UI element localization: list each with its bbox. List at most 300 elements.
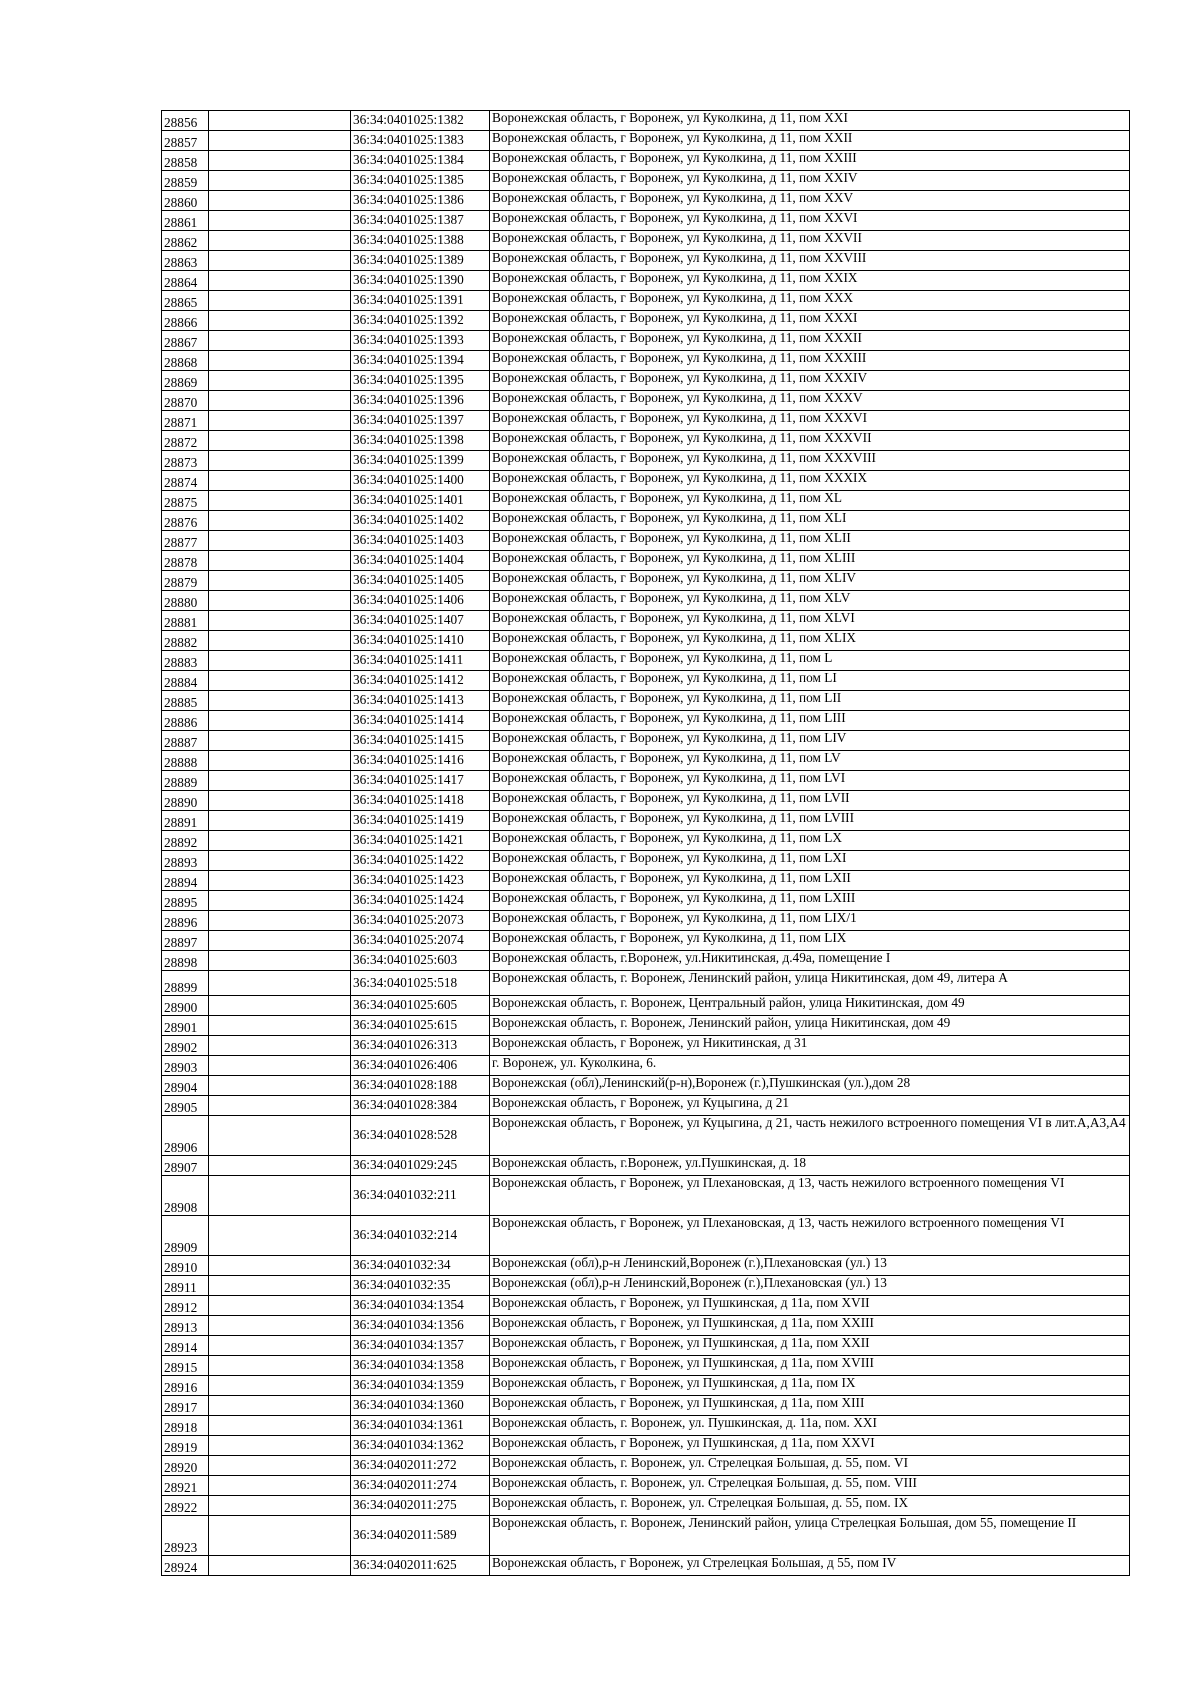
address-cell: Воронежская область, г. Воронеж, ул. Стрелецкая Большая, д. 55, пом. VIII [490,1476,1130,1496]
property-registry-table [161,110,1130,1576]
cadastral-number-cell: 36:34:0401025:1396 [351,391,490,411]
row-number-cell: 28872 [162,431,209,451]
address-cell: Воронежская область, г Воронеж, ул Пушкинская, д 11а, пом XIII [490,1396,1130,1416]
table-row [162,391,1130,411]
empty-cell [209,891,351,911]
address-cell: Воронежская область, г Воронеж, ул Куколкина, д 11, пом LXII [490,871,1130,891]
row-number-cell: 28901 [162,1016,209,1036]
cadastral-number-cell: 36:34:0401025:1412 [351,671,490,691]
row-number-cell: 28924 [162,1556,209,1576]
cadastral-number-cell: 36:34:0401025:1392 [351,311,490,331]
table-row [162,151,1130,171]
row-number-cell: 28879 [162,571,209,591]
empty-cell [209,431,351,451]
table-row [162,851,1130,871]
table-row [162,1356,1130,1376]
table-row [162,491,1130,511]
table-row [162,1476,1130,1496]
table-row [162,891,1130,911]
cadastral-number-cell: 36:34:0401028:188 [351,1076,490,1096]
empty-cell [209,711,351,731]
empty-cell [209,1416,351,1436]
address-cell: Воронежская область, г Воронеж, ул Куколкина, д 11, пом LXIII [490,891,1130,911]
empty-cell [209,1156,351,1176]
table-row [162,471,1130,491]
table-row [162,1556,1130,1576]
table-row [162,951,1130,971]
row-number-cell: 28885 [162,691,209,711]
cadastral-number-cell: 36:34:0401025:1407 [351,611,490,631]
cadastral-number-cell: 36:34:0401025:1400 [351,471,490,491]
address-cell: Воронежская область, г Воронеж, ул Пушкинская, д 11а, пом XVII [490,1296,1130,1316]
cadastral-number-cell: 36:34:0401025:1399 [351,451,490,471]
address-cell: Воронежская область, г Воронеж, ул Пушкинская, д 11а, пом XVIII [490,1356,1130,1376]
row-number-cell: 28915 [162,1356,209,1376]
address-cell: Воронежская область, г. Воронеж, Центральный район, улица Никитинская, дом 49 [490,996,1130,1016]
cadastral-number-cell: 36:34:0401025:603 [351,951,490,971]
row-number-cell: 28857 [162,131,209,151]
empty-cell [209,1096,351,1116]
row-number-cell: 28884 [162,671,209,691]
empty-cell [209,1376,351,1396]
empty-cell [209,1076,351,1096]
empty-cell [209,951,351,971]
row-number-cell: 28871 [162,411,209,431]
empty-cell [209,851,351,871]
table-row [162,571,1130,591]
empty-cell [209,671,351,691]
row-number-cell: 28869 [162,371,209,391]
address-cell: Воронежская область, г. Воронеж, Ленинский район, улица Никитинская, дом 49 [490,1016,1130,1036]
address-cell: Воронежская область, г Воронеж, ул Куцыгина, д 21 [490,1096,1130,1116]
table-row [162,751,1130,771]
table-row [162,1376,1130,1396]
table-row [162,191,1130,211]
empty-cell [209,771,351,791]
address-cell: Воронежская область, г.Воронеж, ул.Никитинская, д.49а, помещение I [490,951,1130,971]
cadastral-number-cell: 36:34:0401025:1416 [351,751,490,771]
row-number-cell: 28902 [162,1036,209,1056]
table-row [162,711,1130,731]
row-number-cell: 28861 [162,211,209,231]
address-cell: Воронежская область, г Воронеж, ул Плехановская, д 13, часть нежилого встроенного помещения VI [490,1176,1130,1216]
table-row [162,1056,1130,1076]
table-row [162,611,1130,631]
cadastral-number-cell: 36:34:0401025:1411 [351,651,490,671]
cadastral-number-cell: 36:34:0401025:1402 [351,511,490,531]
cadastral-number-cell: 36:34:0401025:1415 [351,731,490,751]
empty-cell [209,1036,351,1056]
table-row [162,331,1130,351]
row-number-cell: 28906 [162,1116,209,1156]
empty-cell [209,791,351,811]
address-cell: Воронежская область, г. Воронеж, ул. Стрелецкая Большая, д. 55, пом. IX [490,1496,1130,1516]
address-cell: Воронежская область, г Воронеж, ул Пушкинская, д 11а, пом XXII [490,1336,1130,1356]
cadastral-number-cell: 36:34:0401025:1404 [351,551,490,571]
row-number-cell: 28891 [162,811,209,831]
address-cell: Воронежская область, г Воронеж, ул Стрелецкая Большая, д 55, пом IV [490,1556,1130,1576]
address-cell: Воронежская область, г Воронеж, ул Пушкинская, д 11а, пом XXVI [490,1436,1130,1456]
table-row [162,1156,1130,1176]
empty-cell [209,271,351,291]
cadastral-number-cell: 36:34:0401025:1424 [351,891,490,911]
address-cell: Воронежская область, г. Воронеж, Ленинский район, улица Стрелецкая Большая, дом 55, помещение II [490,1516,1130,1556]
row-number-cell: 28887 [162,731,209,751]
row-number-cell: 28877 [162,531,209,551]
cadastral-number-cell: 36:34:0401025:518 [351,971,490,996]
address-cell: Воронежская область, г Воронеж, ул Куколкина, д 11, пом XXXVI [490,411,1130,431]
row-number-cell: 28896 [162,911,209,931]
row-number-cell: 28883 [162,651,209,671]
table-row [162,1496,1130,1516]
cadastral-number-cell: 36:34:0401025:1417 [351,771,490,791]
cadastral-number-cell: 36:34:0401025:2073 [351,911,490,931]
table-row [162,1116,1130,1156]
table-row [162,451,1130,471]
cadastral-number-cell: 36:34:0401025:1382 [351,111,490,131]
cadastral-number-cell: 36:34:0401025:1393 [351,331,490,351]
empty-cell [209,191,351,211]
table-row [162,911,1130,931]
empty-cell [209,1176,351,1216]
row-number-cell: 28917 [162,1396,209,1416]
cadastral-number-cell: 36:34:0401025:1384 [351,151,490,171]
row-number-cell: 28894 [162,871,209,891]
address-cell: Воронежская область, г Воронеж, ул Куколкина, д 11, пом XXVII [490,231,1130,251]
cadastral-number-cell: 36:34:0401025:1389 [351,251,490,271]
empty-cell [209,251,351,271]
table-row [162,511,1130,531]
cadastral-number-cell: 36:34:0401025:1418 [351,791,490,811]
cadastral-number-cell: 36:34:0401032:214 [351,1216,490,1256]
row-number-cell: 28862 [162,231,209,251]
row-number-cell: 28874 [162,471,209,491]
address-cell: Воронежская область, г Воронеж, ул Куколкина, д 11, пом XXII [490,131,1130,151]
address-cell: Воронежская (обл),р-н Ленинский,Воронеж (г.),Плехановская (ул.) 13 [490,1276,1130,1296]
empty-cell [209,751,351,771]
row-number-cell: 28900 [162,996,209,1016]
address-cell: Воронежская область, г Воронеж, ул Куколкина, д 11, пом XXV [490,191,1130,211]
empty-cell [209,1556,351,1576]
cadastral-number-cell: 36:34:0401034:1358 [351,1356,490,1376]
row-number-cell: 28859 [162,171,209,191]
address-cell: Воронежская (обл),р-н Ленинский,Воронеж (г.),Плехановская (ул.) 13 [490,1256,1130,1276]
address-cell: Воронежская область, г Воронеж, ул Куколкина, д 11, пом XXIII [490,151,1130,171]
row-number-cell: 28895 [162,891,209,911]
table-row [162,411,1130,431]
row-number-cell: 28890 [162,791,209,811]
table-row [162,531,1130,551]
row-number-cell: 28922 [162,1496,209,1516]
row-number-cell: 28923 [162,1516,209,1556]
cadastral-number-cell: 36:34:0401025:1395 [351,371,490,391]
cadastral-number-cell: 36:34:0401025:1388 [351,231,490,251]
empty-cell [209,211,351,231]
cadastral-number-cell: 36:34:0401025:1406 [351,591,490,611]
address-cell: Воронежская область, г Воронеж, ул Куколкина, д 11, пом XLIII [490,551,1130,571]
empty-cell [209,1116,351,1156]
cadastral-number-cell: 36:34:0401025:1387 [351,211,490,231]
cadastral-number-cell: 36:34:0401029:245 [351,1156,490,1176]
cadastral-number-cell: 36:34:0401032:211 [351,1176,490,1216]
row-number-cell: 28886 [162,711,209,731]
table-row [162,1436,1130,1456]
table-row [162,431,1130,451]
empty-cell [209,331,351,351]
row-number-cell: 28892 [162,831,209,851]
empty-cell [209,371,351,391]
table-row [162,971,1130,996]
row-number-cell: 28889 [162,771,209,791]
table-row [162,371,1130,391]
empty-cell [209,1216,351,1256]
empty-cell [209,1256,351,1276]
empty-cell [209,831,351,851]
empty-cell [209,111,351,131]
address-cell: Воронежская область, г Воронеж, ул Куколкина, д 11, пом XXXVIII [490,451,1130,471]
table-row [162,1096,1130,1116]
address-cell: Воронежская область, г Воронеж, ул Куколкина, д 11, пом XXIX [490,271,1130,291]
empty-cell [209,1476,351,1496]
table-row [162,131,1130,151]
table-row [162,771,1130,791]
table-row [162,831,1130,851]
cadastral-number-cell: 36:34:0402011:625 [351,1556,490,1576]
row-number-cell: 28881 [162,611,209,631]
row-number-cell: 28908 [162,1176,209,1216]
empty-cell [209,1316,351,1336]
table-row [162,651,1130,671]
table-row [162,691,1130,711]
address-cell: Воронежская область, г Воронеж, ул Куколкина, д 11, пом LIX [490,931,1130,951]
address-cell: Воронежская область, г Воронеж, ул Пушкинская, д 11а, пом IX [490,1376,1130,1396]
empty-cell [209,531,351,551]
table-row [162,1176,1130,1216]
empty-cell [209,871,351,891]
row-number-cell: 28904 [162,1076,209,1096]
cadastral-number-cell: 36:34:0402011:272 [351,1456,490,1476]
row-number-cell: 28863 [162,251,209,271]
row-number-cell: 28899 [162,971,209,996]
cadastral-number-cell: 36:34:0401025:1397 [351,411,490,431]
cadastral-number-cell: 36:34:0401025:1414 [351,711,490,731]
cadastral-number-cell: 36:34:0401028:384 [351,1096,490,1116]
empty-cell [209,171,351,191]
empty-cell [209,731,351,751]
table-row [162,1276,1130,1296]
table-row [162,311,1130,331]
table-row [162,1076,1130,1096]
cadastral-number-cell: 36:34:0401025:1386 [351,191,490,211]
empty-cell [209,631,351,651]
address-cell: Воронежская область, г Воронеж, ул Куколкина, д 11, пом LII [490,691,1130,711]
cadastral-number-cell: 36:34:0401025:1405 [351,571,490,591]
address-cell: Воронежская область, г Воронеж, ул Куколкина, д 11, пом XLV [490,591,1130,611]
row-number-cell: 28875 [162,491,209,511]
address-cell: Воронежская область, г Воронеж, ул Куцыгина, д 21, часть нежилого встроенного помещения VI в лит.А,А3,А4 [490,1116,1130,1156]
row-number-cell: 28870 [162,391,209,411]
row-number-cell: 28909 [162,1216,209,1256]
row-number-cell: 28882 [162,631,209,651]
table-row [162,231,1130,251]
table-row [162,551,1130,571]
row-number-cell: 28880 [162,591,209,611]
cadastral-number-cell: 36:34:0401028:528 [351,1116,490,1156]
row-number-cell: 28878 [162,551,209,571]
row-number-cell: 28910 [162,1256,209,1276]
row-number-cell: 28876 [162,511,209,531]
cadastral-number-cell: 36:34:0401026:313 [351,1036,490,1056]
empty-cell [209,571,351,591]
cadastral-number-cell: 36:34:0401025:1413 [351,691,490,711]
empty-cell [209,411,351,431]
cadastral-number-cell: 36:34:0401025:615 [351,1016,490,1036]
address-cell: Воронежская область, г Воронеж, ул Куколкина, д 11, пом XXX [490,291,1130,311]
address-cell: Воронежская область, г Воронеж, ул Куколкина, д 11, пом LVIII [490,811,1130,831]
address-cell: Воронежская область, г Воронеж, ул Куколкина, д 11, пом XLIV [490,571,1130,591]
empty-cell [209,1056,351,1076]
address-cell: Воронежская (обл),Ленинский(р-н),Воронеж (г.),Пушкинская (ул.),дом 28 [490,1076,1130,1096]
table-row [162,791,1130,811]
address-cell: Воронежская область, г Воронеж, ул Куколкина, д 11, пом LI [490,671,1130,691]
address-cell: Воронежская область, г Воронеж, ул Куколкина, д 11, пом LXI [490,851,1130,871]
empty-cell [209,651,351,671]
empty-cell [209,996,351,1016]
table-row [162,171,1130,191]
row-number-cell: 28920 [162,1456,209,1476]
table-row [162,111,1130,131]
table-row [162,671,1130,691]
address-cell: Воронежская область, г Воронеж, ул Куколкина, д 11, пом LIII [490,711,1130,731]
table-row [162,211,1130,231]
table-row [162,871,1130,891]
row-number-cell: 28865 [162,291,209,311]
cadastral-number-cell: 36:34:0401025:1403 [351,531,490,551]
address-cell: Воронежская область, г Воронеж, ул Куколкина, д 11, пом LIV [490,731,1130,751]
address-cell: г. Воронеж, ул. Куколкина, 6. [490,1056,1130,1076]
table-row [162,1396,1130,1416]
address-cell: Воронежская область, г Воронеж, ул Куколкина, д 11, пом XXXII [490,331,1130,351]
cadastral-number-cell: 36:34:0402011:589 [351,1516,490,1556]
cadastral-number-cell: 36:34:0401025:1385 [351,171,490,191]
address-cell: Воронежская область, г Воронеж, ул Куколкина, д 11, пом XXXIV [490,371,1130,391]
empty-cell [209,1336,351,1356]
cadastral-number-cell: 36:34:0401025:605 [351,996,490,1016]
row-number-cell: 28918 [162,1416,209,1436]
cadastral-number-cell: 36:34:0401025:1398 [351,431,490,451]
empty-cell [209,1356,351,1376]
table-row [162,1416,1130,1436]
row-number-cell: 28913 [162,1316,209,1336]
row-number-cell: 28905 [162,1096,209,1116]
row-number-cell: 28916 [162,1376,209,1396]
table-row [162,1256,1130,1276]
row-number-cell: 28864 [162,271,209,291]
cadastral-number-cell: 36:34:0401032:35 [351,1276,490,1296]
empty-cell [209,611,351,631]
empty-cell [209,131,351,151]
row-number-cell: 28866 [162,311,209,331]
empty-cell [209,1516,351,1556]
row-number-cell: 28911 [162,1276,209,1296]
cadastral-number-cell: 36:34:0401034:1354 [351,1296,490,1316]
row-number-cell: 28912 [162,1296,209,1316]
row-number-cell: 28903 [162,1056,209,1076]
cadastral-number-cell: 36:34:0401025:2074 [351,931,490,951]
row-number-cell: 28914 [162,1336,209,1356]
cadastral-number-cell: 36:34:0401025:1390 [351,271,490,291]
row-number-cell: 28907 [162,1156,209,1176]
table-row [162,1456,1130,1476]
table-row [162,1036,1130,1056]
empty-cell [209,231,351,251]
table-row [162,351,1130,371]
row-number-cell: 28867 [162,331,209,351]
address-cell: Воронежская область, г Воронеж, ул Куколкина, д 11, пом LVII [490,791,1130,811]
address-cell: Воронежская область, г Воронеж, ул Куколкина, д 11, пом XXXVII [490,431,1130,451]
table-row [162,631,1130,651]
table-row [162,1296,1130,1316]
empty-cell [209,1436,351,1456]
table-row [162,291,1130,311]
table-row [162,1216,1130,1256]
empty-cell [209,591,351,611]
empty-cell [209,691,351,711]
cadastral-number-cell: 36:34:0401034:1359 [351,1376,490,1396]
empty-cell [209,151,351,171]
cadastral-number-cell: 36:34:0401025:1401 [351,491,490,511]
table-row [162,1516,1130,1556]
cadastral-number-cell: 36:34:0401025:1421 [351,831,490,851]
cadastral-number-cell: 36:34:0401025:1422 [351,851,490,871]
address-cell: Воронежская область, г. Воронеж, ул. Пушкинская, д. 11а, пом. XXI [490,1416,1130,1436]
address-cell: Воронежская область, г Воронеж, ул Куколкина, д 11, пом XXVIII [490,251,1130,271]
address-cell: Воронежская область, г.Воронеж, ул.Пушкинская, д. 18 [490,1156,1130,1176]
table-row [162,591,1130,611]
address-cell: Воронежская область, г Воронеж, ул Куколкина, д 11, пом L [490,651,1130,671]
address-cell: Воронежская область, г Воронеж, ул Куколкина, д 11, пом XXXIX [490,471,1130,491]
address-cell: Воронежская область, г Воронеж, ул Куколкина, д 11, пом XXXI [490,311,1130,331]
row-number-cell: 28921 [162,1476,209,1496]
address-cell: Воронежская область, г Воронеж, ул Куколкина, д 11, пом XXI [490,111,1130,131]
empty-cell [209,971,351,996]
empty-cell [209,351,351,371]
cadastral-number-cell: 36:34:0401034:1357 [351,1336,490,1356]
address-cell: Воронежская область, г Воронеж, ул Куколкина, д 11, пом XL [490,491,1130,511]
cadastral-number-cell: 36:34:0401025:1419 [351,811,490,831]
cadastral-number-cell: 36:34:0401025:1410 [351,631,490,651]
empty-cell [209,311,351,331]
address-cell: Воронежская область, г Воронеж, ул Куколкина, д 11, пом LVI [490,771,1130,791]
row-number-cell: 28860 [162,191,209,211]
row-number-cell: 28897 [162,931,209,951]
empty-cell [209,911,351,931]
cadastral-number-cell: 36:34:0402011:274 [351,1476,490,1496]
address-cell: Воронежская область, г Воронеж, ул Куколкина, д 11, пом XXVI [490,211,1130,231]
table-row [162,731,1130,751]
address-cell: Воронежская область, г Воронеж, ул Куколкина, д 11, пом XXXIII [490,351,1130,371]
cadastral-number-cell: 36:34:0401032:34 [351,1256,490,1276]
cadastral-number-cell: 36:34:0401025:1391 [351,291,490,311]
empty-cell [209,471,351,491]
empty-cell [209,1276,351,1296]
address-cell: Воронежская область, г Воронеж, ул Куколкина, д 11, пом XXXV [490,391,1130,411]
cadastral-number-cell: 36:34:0401025:1394 [351,351,490,371]
address-cell: Воронежская область, г Воронеж, ул Никитинская, д 31 [490,1036,1130,1056]
empty-cell [209,1496,351,1516]
table-row [162,1336,1130,1356]
registry-table-body [162,111,1130,1576]
